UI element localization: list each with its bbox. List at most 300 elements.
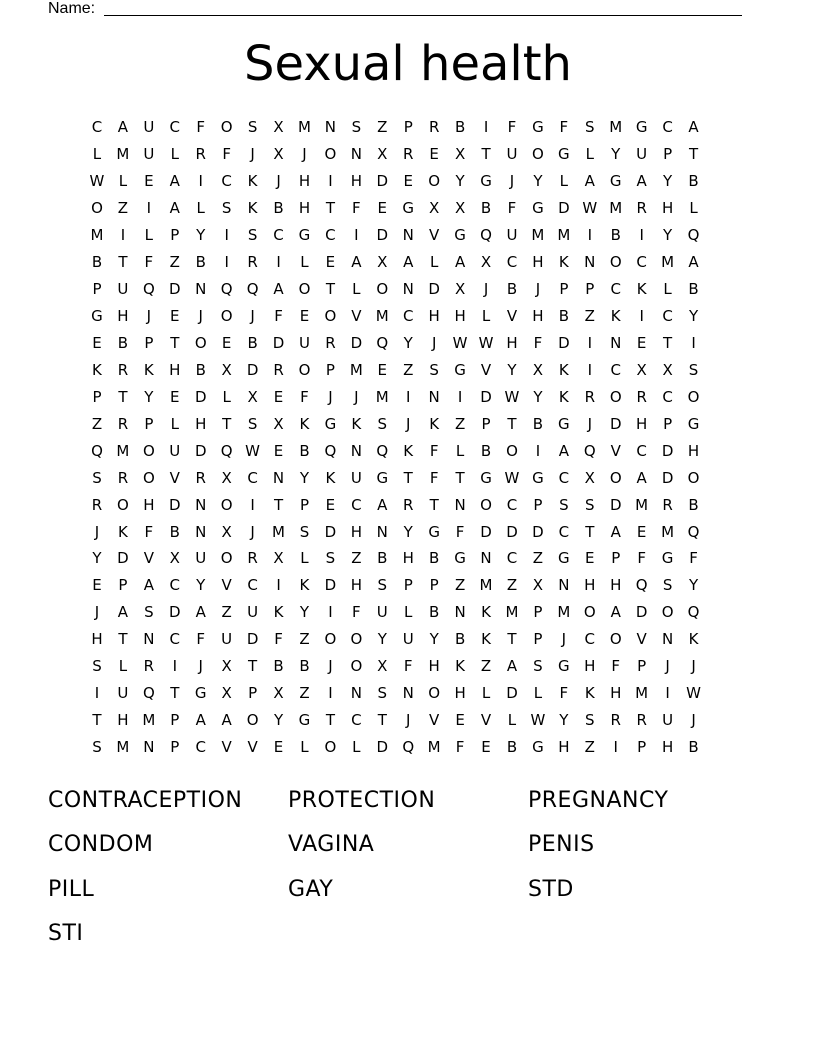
grid-letter[interactable]: J bbox=[431, 333, 437, 352]
grid-letter[interactable]: E bbox=[585, 549, 595, 568]
grid-letter[interactable]: L bbox=[300, 253, 309, 272]
grid-letter[interactable]: P bbox=[92, 387, 102, 406]
grid-letter[interactable]: L bbox=[300, 738, 309, 757]
grid-letter[interactable]: W bbox=[504, 468, 520, 487]
grid-letter[interactable]: A bbox=[195, 711, 206, 730]
grid-letter[interactable]: E bbox=[429, 145, 439, 164]
grid-letter[interactable]: M bbox=[609, 199, 623, 218]
grid-letter[interactable]: O bbox=[246, 711, 259, 730]
grid-letter[interactable]: H bbox=[117, 307, 129, 326]
grid-letter[interactable]: V bbox=[480, 711, 492, 730]
grid-letter[interactable]: R bbox=[143, 657, 155, 676]
grid-letter[interactable]: N bbox=[480, 549, 492, 568]
grid-letter[interactable]: I bbox=[120, 226, 126, 245]
grid-letter[interactable]: K bbox=[351, 414, 362, 433]
grid-letter[interactable]: B bbox=[169, 522, 180, 541]
grid-letter[interactable]: B bbox=[429, 603, 440, 622]
grid-letter[interactable]: R bbox=[247, 253, 258, 272]
grid-letter[interactable]: V bbox=[480, 360, 492, 379]
grid-letter[interactable]: G bbox=[558, 657, 570, 676]
grid-letter[interactable]: O bbox=[532, 145, 544, 164]
grid-letter[interactable]: W bbox=[245, 441, 261, 460]
grid-letter[interactable]: J bbox=[483, 280, 489, 299]
grid-letter[interactable]: F bbox=[274, 307, 283, 326]
grid-letter[interactable]: P bbox=[144, 414, 154, 433]
grid-letter[interactable]: N bbox=[558, 576, 570, 595]
grid-letter[interactable]: G bbox=[558, 549, 570, 568]
grid-letter[interactable]: N bbox=[350, 684, 362, 703]
grid-letter[interactable]: H bbox=[428, 307, 440, 326]
grid-letter[interactable]: Q bbox=[376, 333, 389, 352]
grid-letter[interactable]: A bbox=[558, 441, 569, 460]
grid-letter[interactable]: N bbox=[143, 738, 155, 757]
grid-letter[interactable]: P bbox=[144, 333, 154, 352]
grid-letter[interactable]: O bbox=[117, 495, 129, 514]
grid-letter[interactable]: E bbox=[455, 711, 465, 730]
grid-letter[interactable]: J bbox=[250, 145, 255, 164]
grid-letter[interactable]: M bbox=[427, 738, 441, 757]
grid-letter[interactable]: T bbox=[325, 199, 335, 218]
grid-letter[interactable]: F bbox=[144, 522, 154, 541]
grid-letter[interactable]: K bbox=[273, 603, 284, 622]
grid-letter[interactable]: G bbox=[376, 468, 389, 487]
grid-letter[interactable]: O bbox=[506, 441, 518, 460]
grid-letter[interactable]: B bbox=[377, 549, 388, 568]
grid-letter[interactable]: P bbox=[611, 549, 621, 568]
grid-letter[interactable]: L bbox=[222, 387, 231, 406]
grid-letter[interactable]: B bbox=[480, 441, 492, 460]
grid-letter[interactable]: C bbox=[247, 576, 258, 595]
grid-letter[interactable]: D bbox=[324, 576, 337, 595]
grid-letter[interactable]: Y bbox=[507, 360, 517, 379]
grid-letter[interactable]: B bbox=[532, 414, 544, 433]
grid-letter[interactable]: M bbox=[116, 738, 130, 757]
grid-letter[interactable]: M bbox=[272, 522, 285, 541]
grid-letter[interactable]: T bbox=[92, 711, 102, 730]
grid-letter[interactable]: U bbox=[143, 145, 155, 164]
grid-letter[interactable]: N bbox=[428, 387, 440, 406]
grid-letter[interactable]: K bbox=[325, 468, 336, 487]
grid-letter[interactable]: J bbox=[354, 387, 359, 406]
grid-letter[interactable]: K bbox=[299, 414, 310, 433]
grid-letter[interactable]: P bbox=[325, 360, 335, 379]
grid-letter[interactable]: J bbox=[302, 145, 307, 164]
grid-letter[interactable]: N bbox=[324, 118, 337, 137]
grid-letter[interactable]: I bbox=[198, 172, 203, 191]
grid-letter[interactable]: Q bbox=[635, 576, 648, 595]
grid-letter[interactable]: I bbox=[276, 253, 281, 272]
grid-letter[interactable]: H bbox=[661, 199, 674, 218]
grid-letter[interactable]: O bbox=[220, 549, 233, 568]
grid-letter[interactable]: M bbox=[479, 576, 493, 595]
grid-letter[interactable]: J bbox=[509, 172, 515, 191]
grid-letter[interactable]: O bbox=[324, 307, 337, 326]
grid-letter[interactable]: S bbox=[144, 603, 154, 622]
grid-letter[interactable]: F bbox=[352, 603, 361, 622]
grid-letter[interactable]: P bbox=[585, 280, 595, 299]
grid-letter[interactable]: D bbox=[194, 387, 207, 406]
grid-letter[interactable]: T bbox=[688, 145, 699, 164]
grid-letter[interactable]: H bbox=[661, 738, 674, 757]
grid-letter[interactable]: U bbox=[298, 333, 310, 352]
grid-letter[interactable]: M bbox=[635, 684, 649, 703]
grid-letter[interactable]: L bbox=[585, 145, 594, 164]
grid-letter[interactable]: E bbox=[636, 522, 647, 541]
grid-letter[interactable]: T bbox=[663, 333, 673, 352]
grid-letter[interactable]: E bbox=[273, 441, 284, 460]
grid-letter[interactable]: A bbox=[506, 657, 518, 676]
grid-letter[interactable]: I bbox=[250, 495, 255, 514]
grid-letter[interactable]: R bbox=[636, 711, 647, 730]
grid-letter[interactable]: E bbox=[170, 387, 180, 406]
grid-letter[interactable]: P bbox=[533, 495, 543, 514]
grid-letter[interactable]: Y bbox=[533, 387, 543, 406]
grid-letter[interactable]: L bbox=[559, 172, 569, 191]
grid-letter[interactable]: R bbox=[636, 387, 647, 406]
grid-letter[interactable]: I bbox=[328, 603, 333, 622]
grid-letter[interactable]: N bbox=[195, 280, 207, 299]
grid-letter[interactable]: A bbox=[143, 576, 154, 595]
grid-letter[interactable]: E bbox=[299, 307, 310, 326]
grid-letter[interactable]: R bbox=[91, 495, 103, 514]
grid-letter[interactable]: Z bbox=[169, 253, 180, 272]
grid-letter[interactable]: S bbox=[559, 495, 569, 514]
grid-letter[interactable]: W bbox=[582, 199, 598, 218]
grid-letter[interactable]: G bbox=[532, 468, 544, 487]
grid-letter[interactable]: Q bbox=[687, 522, 700, 541]
grid-letter[interactable]: M bbox=[557, 226, 571, 245]
grid-letter[interactable]: A bbox=[636, 468, 647, 487]
grid-letter[interactable]: N bbox=[350, 145, 362, 164]
grid-letter[interactable]: U bbox=[117, 684, 129, 703]
grid-letter[interactable]: L bbox=[533, 684, 543, 703]
grid-letter[interactable]: D bbox=[324, 522, 337, 541]
grid-letter[interactable]: E bbox=[377, 199, 388, 218]
grid-letter[interactable]: Q bbox=[583, 441, 596, 460]
grid-letter[interactable]: S bbox=[662, 576, 673, 595]
grid-letter[interactable]: E bbox=[273, 738, 284, 757]
grid-letter[interactable]: R bbox=[403, 495, 414, 514]
grid-letter[interactable]: R bbox=[195, 145, 206, 164]
grid-letter[interactable]: I bbox=[328, 684, 333, 703]
grid-letter[interactable]: L bbox=[455, 441, 465, 460]
grid-letter[interactable]: S bbox=[533, 657, 543, 676]
grid-letter[interactable]: U bbox=[169, 441, 181, 460]
grid-letter[interactable]: O bbox=[298, 360, 311, 379]
grid-letter[interactable]: C bbox=[169, 630, 181, 649]
grid-letter[interactable]: R bbox=[636, 199, 647, 218]
grid-letter[interactable]: K bbox=[143, 360, 154, 379]
grid-letter[interactable]: B bbox=[247, 333, 258, 352]
grid-letter[interactable]: Z bbox=[454, 576, 466, 595]
grid-letter[interactable]: O bbox=[609, 468, 622, 487]
grid-letter[interactable]: K bbox=[429, 414, 440, 433]
grid-letter[interactable]: I bbox=[587, 226, 592, 245]
name-blank-line[interactable] bbox=[104, 15, 742, 16]
grid-letter[interactable]: D bbox=[376, 738, 389, 757]
grid-letter[interactable]: G bbox=[298, 711, 311, 730]
grid-letter[interactable]: P bbox=[429, 576, 439, 595]
grid-letter[interactable]: J bbox=[198, 657, 203, 676]
grid-letter[interactable]: V bbox=[169, 468, 180, 487]
grid-letter[interactable]: V bbox=[351, 307, 362, 326]
grid-letter[interactable]: P bbox=[170, 711, 180, 730]
grid-letter[interactable]: W bbox=[452, 333, 468, 352]
grid-letter[interactable]: D bbox=[428, 280, 440, 299]
grid-letter[interactable]: O bbox=[91, 199, 103, 218]
grid-letter[interactable]: L bbox=[663, 280, 672, 299]
grid-letter[interactable]: O bbox=[350, 630, 363, 649]
grid-letter[interactable]: V bbox=[636, 630, 647, 649]
grid-letter[interactable]: M bbox=[505, 603, 519, 622]
grid-letter[interactable]: K bbox=[403, 441, 414, 460]
grid-letter[interactable]: R bbox=[610, 711, 621, 730]
grid-letter[interactable]: E bbox=[325, 495, 336, 514]
grid-letter[interactable]: N bbox=[454, 495, 466, 514]
grid-letter[interactable]: D bbox=[350, 333, 363, 352]
grid-letter[interactable]: O bbox=[194, 333, 207, 352]
grid-letter[interactable]: H bbox=[584, 576, 596, 595]
grid-letter[interactable]: H bbox=[350, 576, 362, 595]
grid-letter[interactable]: Q bbox=[142, 684, 155, 703]
grid-letter[interactable]: I bbox=[172, 657, 177, 676]
grid-letter[interactable]: O bbox=[661, 603, 674, 622]
grid-letter[interactable]: T bbox=[118, 630, 128, 649]
grid-letter[interactable]: L bbox=[429, 253, 439, 272]
grid-letter[interactable]: K bbox=[584, 684, 595, 703]
grid-letter[interactable]: H bbox=[298, 199, 311, 218]
grid-letter[interactable]: P bbox=[663, 414, 673, 433]
grid-letter[interactable]: E bbox=[403, 172, 413, 191]
grid-letter[interactable]: H bbox=[402, 549, 414, 568]
grid-letter[interactable]: D bbox=[506, 684, 518, 703]
grid-letter[interactable]: A bbox=[636, 172, 647, 191]
grid-letter[interactable]: J bbox=[94, 603, 100, 622]
grid-letter[interactable]: C bbox=[636, 253, 647, 272]
grid-letter[interactable]: Y bbox=[455, 172, 465, 191]
grid-letter[interactable]: B bbox=[454, 118, 466, 137]
grid-letter[interactable]: H bbox=[454, 684, 466, 703]
grid-letter[interactable]: O bbox=[376, 280, 389, 299]
grid-letter[interactable]: D bbox=[661, 468, 674, 487]
grid-letter[interactable]: D bbox=[480, 522, 492, 541]
grid-letter[interactable]: L bbox=[352, 280, 361, 299]
grid-letter[interactable]: K bbox=[247, 172, 258, 191]
grid-letter[interactable]: U bbox=[350, 468, 362, 487]
grid-letter[interactable]: Y bbox=[196, 576, 206, 595]
grid-letter[interactable]: E bbox=[481, 738, 491, 757]
grid-letter[interactable]: K bbox=[481, 603, 491, 622]
grid-letter[interactable]: F bbox=[144, 253, 154, 272]
grid-letter[interactable]: F bbox=[507, 199, 517, 218]
grid-letter[interactable]: F bbox=[559, 118, 569, 137]
grid-letter[interactable]: P bbox=[533, 630, 543, 649]
grid-letter[interactable]: H bbox=[532, 253, 544, 272]
grid-letter[interactable]: N bbox=[195, 522, 207, 541]
grid-letter[interactable]: O bbox=[142, 441, 155, 460]
grid-letter[interactable]: N bbox=[376, 522, 388, 541]
grid-letter[interactable]: H bbox=[143, 495, 155, 514]
grid-letter[interactable]: E bbox=[636, 333, 647, 352]
grid-letter[interactable]: T bbox=[170, 333, 180, 352]
grid-letter[interactable]: G bbox=[480, 468, 492, 487]
grid-letter[interactable]: D bbox=[661, 441, 674, 460]
grid-letter[interactable]: G bbox=[454, 549, 466, 568]
grid-letter[interactable]: L bbox=[118, 657, 128, 676]
grid-letter[interactable]: V bbox=[429, 226, 440, 245]
grid-letter[interactable]: Z bbox=[403, 360, 414, 379]
grid-letter[interactable]: H bbox=[428, 657, 440, 676]
grid-letter[interactable]: P bbox=[248, 684, 258, 703]
grid-letter[interactable]: W bbox=[686, 684, 701, 703]
grid-letter[interactable]: J bbox=[665, 657, 670, 676]
grid-letter[interactable]: T bbox=[481, 145, 491, 164]
grid-letter[interactable]: S bbox=[247, 414, 258, 433]
grid-letter[interactable]: C bbox=[195, 738, 206, 757]
grid-letter[interactable]: T bbox=[248, 657, 258, 676]
grid-letter[interactable]: L bbox=[300, 549, 309, 568]
grid-letter[interactable]: R bbox=[247, 549, 258, 568]
grid-letter[interactable]: K bbox=[117, 522, 128, 541]
grid-letter[interactable]: S bbox=[221, 199, 232, 218]
grid-letter[interactable]: F bbox=[507, 118, 517, 137]
grid-letter[interactable]: T bbox=[325, 280, 335, 299]
grid-letter[interactable]: D bbox=[558, 199, 570, 218]
grid-letter[interactable]: T bbox=[170, 684, 180, 703]
grid-letter[interactable]: J bbox=[146, 307, 152, 326]
grid-letter[interactable]: C bbox=[662, 118, 673, 137]
grid-letter[interactable]: X bbox=[221, 684, 232, 703]
grid-letter[interactable]: N bbox=[143, 630, 155, 649]
grid-letter[interactable]: R bbox=[428, 118, 440, 137]
grid-letter[interactable]: J bbox=[535, 280, 541, 299]
grid-letter[interactable]: F bbox=[533, 333, 543, 352]
grid-letter[interactable]: B bbox=[506, 280, 518, 299]
grid-letter[interactable]: B bbox=[429, 549, 440, 568]
grid-letter[interactable]: B bbox=[195, 253, 206, 272]
grid-letter[interactable]: Q bbox=[687, 226, 700, 245]
grid-letter[interactable]: X bbox=[273, 414, 284, 433]
grid-letter[interactable]: E bbox=[325, 253, 336, 272]
grid-letter[interactable]: S bbox=[585, 118, 595, 137]
grid-letter[interactable]: P bbox=[403, 576, 413, 595]
grid-letter[interactable]: G bbox=[532, 118, 544, 137]
grid-letter[interactable]: G bbox=[661, 549, 674, 568]
grid-letter[interactable]: A bbox=[688, 253, 699, 272]
grid-letter[interactable]: G bbox=[558, 414, 570, 433]
grid-letter[interactable]: C bbox=[506, 495, 518, 514]
grid-letter[interactable]: Q bbox=[91, 441, 103, 460]
grid-letter[interactable]: C bbox=[351, 495, 362, 514]
grid-letter[interactable]: S bbox=[92, 657, 102, 676]
grid-letter[interactable]: E bbox=[377, 360, 388, 379]
grid-letter[interactable]: C bbox=[558, 522, 570, 541]
grid-letter[interactable]: F bbox=[455, 522, 465, 541]
grid-letter[interactable]: H bbox=[350, 522, 362, 541]
grid-letter[interactable]: C bbox=[91, 118, 103, 137]
grid-letter[interactable]: B bbox=[688, 280, 699, 299]
grid-letter[interactable]: A bbox=[169, 172, 180, 191]
grid-letter[interactable]: F bbox=[274, 630, 283, 649]
grid-letter[interactable]: D bbox=[506, 522, 518, 541]
grid-letter[interactable]: B bbox=[688, 172, 699, 191]
grid-letter[interactable]: M bbox=[661, 522, 675, 541]
grid-letter[interactable]: S bbox=[585, 711, 595, 730]
grid-letter[interactable]: O bbox=[220, 118, 233, 137]
grid-letter[interactable]: I bbox=[328, 172, 333, 191]
grid-letter[interactable]: V bbox=[221, 576, 232, 595]
grid-letter[interactable]: O bbox=[480, 495, 492, 514]
grid-letter[interactable]: M bbox=[90, 226, 104, 245]
grid-letter[interactable]: D bbox=[169, 280, 181, 299]
grid-letter[interactable]: G bbox=[635, 118, 648, 137]
grid-letter[interactable]: U bbox=[402, 630, 414, 649]
grid-letter[interactable]: Y bbox=[533, 172, 543, 191]
grid-letter[interactable]: H bbox=[454, 307, 466, 326]
grid-letter[interactable]: Q bbox=[324, 441, 337, 460]
grid-letter[interactable]: M bbox=[142, 711, 156, 730]
grid-letter[interactable]: V bbox=[506, 307, 518, 326]
grid-letter[interactable]: D bbox=[635, 603, 648, 622]
grid-letter[interactable]: P bbox=[481, 414, 491, 433]
grid-letter[interactable]: N bbox=[402, 280, 414, 299]
grid-letter[interactable]: X bbox=[221, 360, 232, 379]
grid-letter[interactable]: Y bbox=[144, 387, 154, 406]
grid-letter[interactable]: L bbox=[507, 711, 517, 730]
grid-letter[interactable]: O bbox=[687, 387, 700, 406]
grid-letter[interactable]: B bbox=[610, 226, 621, 245]
grid-letter[interactable]: G bbox=[91, 307, 103, 326]
grid-letter[interactable]: S bbox=[325, 549, 336, 568]
grid-letter[interactable]: P bbox=[118, 576, 128, 595]
grid-letter[interactable]: S bbox=[351, 118, 362, 137]
grid-letter[interactable]: A bbox=[688, 118, 699, 137]
grid-letter[interactable]: B bbox=[299, 441, 310, 460]
grid-letter[interactable]: X bbox=[221, 657, 232, 676]
grid-letter[interactable]: Q bbox=[376, 441, 389, 460]
grid-letter[interactable]: G bbox=[532, 738, 544, 757]
grid-letter[interactable]: X bbox=[480, 253, 492, 272]
grid-letter[interactable]: F bbox=[196, 118, 206, 137]
grid-letter[interactable]: S bbox=[377, 684, 388, 703]
grid-letter[interactable]: O bbox=[609, 630, 622, 649]
grid-letter[interactable]: A bbox=[117, 118, 129, 137]
grid-letter[interactable]: Z bbox=[480, 657, 492, 676]
grid-letter[interactable]: F bbox=[429, 441, 439, 460]
grid-letter[interactable]: O bbox=[428, 172, 441, 191]
grid-letter[interactable]: H bbox=[91, 630, 103, 649]
grid-letter[interactable]: A bbox=[221, 711, 232, 730]
grid-letter[interactable]: I bbox=[276, 576, 281, 595]
grid-letter[interactable]: J bbox=[691, 711, 696, 730]
grid-letter[interactable]: X bbox=[273, 684, 284, 703]
grid-letter[interactable]: H bbox=[298, 172, 311, 191]
grid-letter[interactable]: K bbox=[558, 360, 569, 379]
grid-letter[interactable]: O bbox=[324, 145, 337, 164]
grid-letter[interactable]: L bbox=[352, 738, 361, 757]
grid-letter[interactable]: X bbox=[454, 145, 466, 164]
grid-letter[interactable]: N bbox=[402, 684, 414, 703]
grid-letter[interactable]: V bbox=[143, 549, 154, 568]
grid-letter[interactable]: L bbox=[689, 199, 698, 218]
grid-letter[interactable]: Y bbox=[377, 630, 387, 649]
grid-letter[interactable]: C bbox=[610, 280, 621, 299]
grid-letter[interactable]: K bbox=[558, 253, 569, 272]
grid-letter[interactable]: X bbox=[273, 549, 284, 568]
grid-letter[interactable]: U bbox=[221, 630, 233, 649]
grid-letter[interactable]: G bbox=[480, 172, 492, 191]
grid-letter[interactable]: E bbox=[92, 333, 102, 352]
